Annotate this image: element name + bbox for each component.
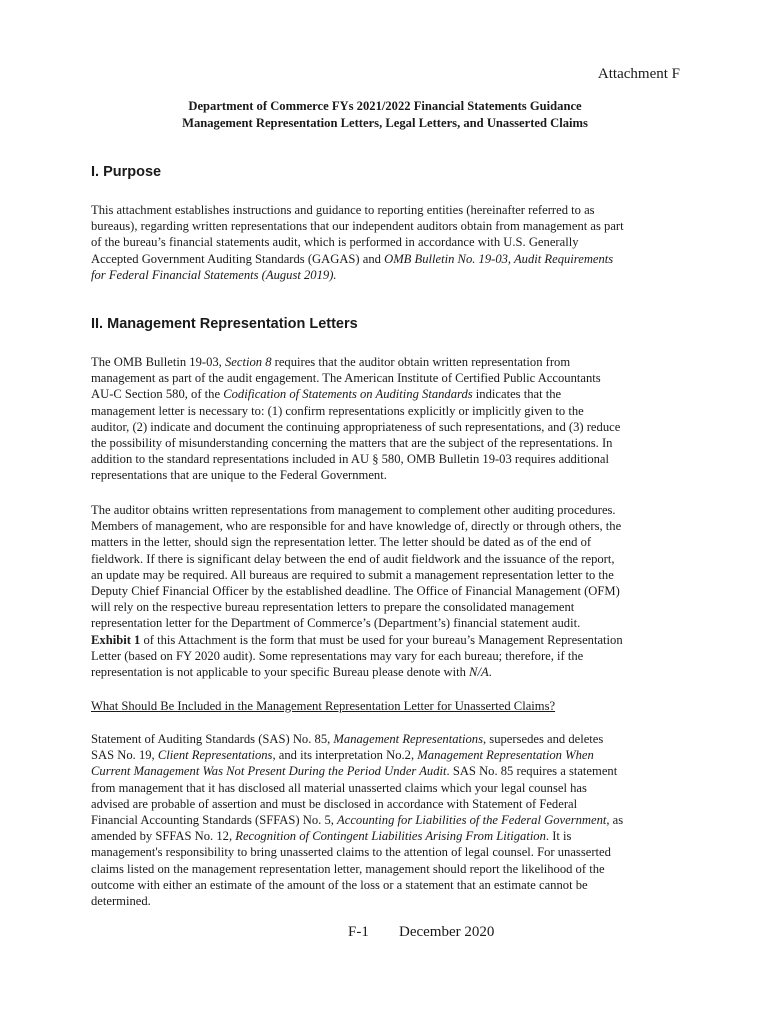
section-1-heading: I. Purpose — [91, 164, 162, 180]
paragraph-line: will rely on the respective bureau representation letters to prepare the consolidated management — [91, 600, 575, 615]
paragraph-line: Accepted Government Auditing Standards (GAGAS) and OMB Bulletin No. 19-03, Audit Requirements — [91, 251, 614, 266]
paragraph-line: This attachment establishes instructions and guidance to reporting entities (hereinafter referred to as — [91, 203, 595, 217]
footer-date: December 2020 — [399, 924, 495, 940]
paragraph-line: SAS No. 19, Client Representations, and its interpretation No.2, Management Representation When — [91, 748, 594, 763]
paragraph-line: management letter is necessary to: (1) confirm representations explicitly or implicitly given to the — [91, 403, 584, 418]
paragraph-line: representation letter for the Department of Commerce’s (Department’s) financial statement audit. — [91, 616, 581, 631]
title-line-2: Management Representation Letters, Legal Letters, and Unasserted Claims — [182, 116, 588, 130]
paragraph-line: Letter (based on FY 2020 audit). Some representations may vary for each bureau; therefore, if the — [91, 648, 584, 663]
paragraph-line: claims listed on the management representation letter, management should report the likelihood of the — [91, 861, 605, 876]
paragraph-line: Current Management Was Not Present During the Period Under Audit. SAS No. 85 requires a statement — [91, 764, 618, 779]
unasserted-claims-paragraph — [91, 731, 681, 909]
management-letters-paragraph-1 — [91, 354, 681, 484]
unasserted-claims-question: What Should Be Included in the Management Representation Letter for Unasserted Claims? — [91, 699, 556, 713]
paragraph-line: Statement of Auditing Standards (SAS) No. 85, Management Representations, supersedes and deletes — [91, 732, 604, 746]
paragraph-line: Deputy Chief Financial Officer by the established deadline. The Office of Financial Management (OFM) — [91, 583, 620, 598]
paragraph-line: The auditor obtains written representations from management to complement other auditing procedures. — [91, 503, 616, 517]
paragraph-line: for Federal Financial Statements (August 2019). — [91, 267, 337, 282]
paragraph-line: Members of management, who are responsible for and have knowledge of, directly or through others, the — [91, 519, 622, 534]
purpose-paragraph — [91, 202, 681, 283]
management-letters-paragraph-2 — [91, 502, 681, 680]
paragraph-line: an update may be required. All bureaus are required to submit a management representation letter to the — [91, 567, 614, 582]
paragraph-line: matters in the letter, should sign the representation letter. The letter should be dated as of the end of — [91, 535, 592, 550]
paragraph-line: determined. — [91, 893, 151, 908]
paragraph-line: fieldwork. If there is significant delay between the end of audit fieldwork and the issuance of the report, — [91, 551, 615, 566]
paragraph-line: from management that it has disclosed all material unasserted claims which your legal counsel has — [91, 780, 587, 795]
paragraph-line: advised are probable of assertion and must be disclosed in accordance with Statement of Federal — [91, 796, 578, 811]
attachment-label: Attachment F — [597, 66, 680, 82]
paragraph-line: representations that are unique to the Federal Government. — [91, 468, 387, 483]
paragraph-line: bureaus), regarding written representations that our independent auditors obtain from management as part — [91, 219, 624, 234]
document-title — [91, 98, 679, 132]
paragraph-line: amended by SFFAS No. 12, Recognition of Contingent Liabilities Arising From Litigation. It is — [91, 829, 572, 844]
paragraph-line: the possibility of misunderstanding concerning the matters that are the subject of the representations. In — [91, 435, 613, 450]
paragraph-line: addition to the standard representations included in AU § 580, OMB Bulletin 19-03 requires additional — [91, 452, 609, 467]
section-2-heading: II. Management Representation Letters — [91, 316, 358, 332]
title-line-1: Department of Commerce FYs 2021/2022 Financial Statements Guidance — [188, 99, 582, 113]
paragraph-line: The OMB Bulletin 19-03, Section 8 requires that the auditor obtain written representation from — [91, 355, 571, 369]
paragraph-line: outcome with either an estimate of the amount of the loss or a statement that an estimate cannot be — [91, 877, 588, 892]
paragraph-line: management's responsibility to bring unasserted claims to the attention of legal counsel. For unasserted — [91, 845, 611, 860]
paragraph-line: Financial Accounting Standards (SFFAS) No. 5, Accounting for Liabilities of the Federal Government, as — [91, 812, 624, 827]
paragraph-line: of the bureau’s financial statements audit, which is performed in accordance with U.S. Generally — [91, 235, 579, 250]
paragraph-line: representation is not applicable to your specific Bureau please denote with N/A. — [91, 664, 492, 679]
paragraph-line: management as part of the audit engagement. The American Institute of Certified Public Accountants — [91, 371, 601, 386]
paragraph-line: auditor, (2) indicate and document the continuing appropriateness of such representations, and (3) reduce — [91, 419, 621, 434]
footer-page-number: F-1 — [348, 924, 369, 940]
paragraph-line: Exhibit 1 of this Attachment is the form that must be used for your bureau’s Management Representation — [91, 632, 623, 647]
paragraph-line: AU-C Section 580, of the Codification of Statements on Auditing Standards indicates that the — [91, 387, 562, 402]
